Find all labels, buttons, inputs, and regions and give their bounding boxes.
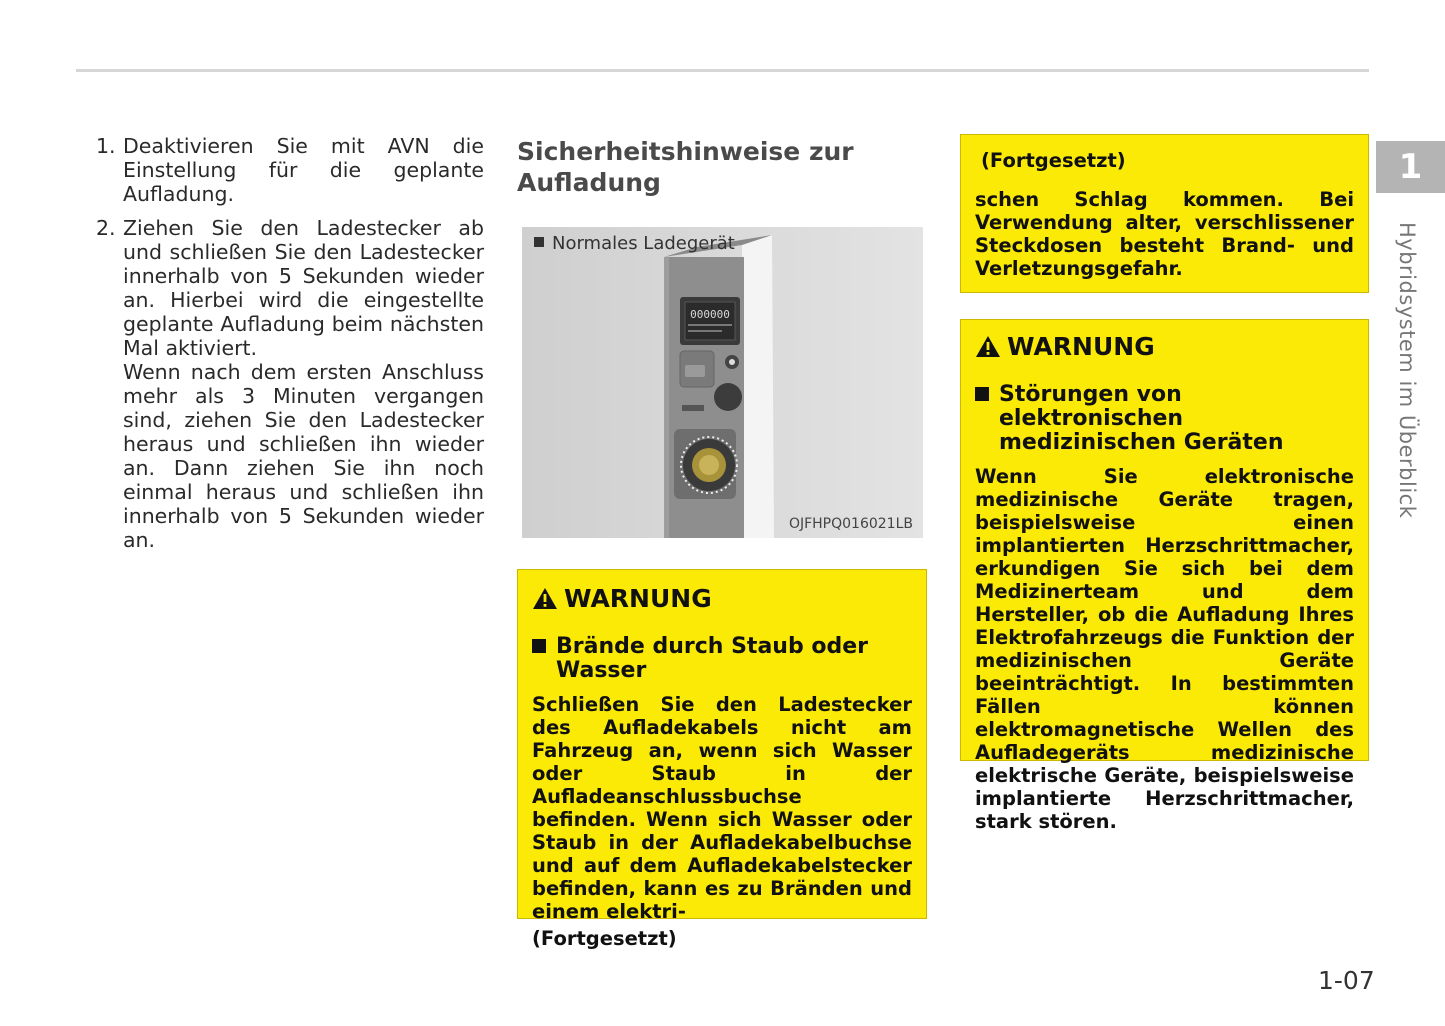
square-bullet-icon [534, 237, 544, 247]
warning-subheading-text: Störungen von elektronischen medizinischen Geräten [999, 382, 1284, 455]
warning-heading [975, 332, 1354, 361]
chapter-side-title: Hybridsystem im Überblick [1395, 222, 1419, 519]
display-readout: 000000 [690, 308, 730, 321]
continued-label: (Fortgesetzt) [981, 149, 1126, 172]
charger-figure [522, 227, 923, 538]
steps-list [96, 134, 484, 562]
figure-caption [534, 233, 735, 254]
warning-text: Schließen Sie den Ladestecker des Aufladekabels nicht am Fahrzeug an, wenn sich Wasser oder Staub in der Aufladeanschlussbuchse befinden. Wenn sich Wasser oder Staub in der Aufladekabelbuchse und auf dem Aufladekabelstecker befinden, kann es zu Bränden und einem elektri- [532, 693, 912, 923]
figure-caption-text: Normales Ladegerät [552, 233, 735, 254]
step-text: Deaktivieren Sie mit AVN die Einstellung für die geplante Aufladung. [123, 134, 484, 206]
step-text: Wenn nach dem ersten Anschluss mehr als 3 Minuten vergangen sind, ziehen Sie den Ladestecker heraus und schließen ihn wieder an. Dann ziehen Sie ihn noch einmal heraus und schließen ihn innerhalb von 5 Sekunden wieder an. [123, 360, 484, 552]
figure-code: OJFHPQ016021LB [788, 516, 913, 532]
warning-heading-text: WARNUNG [1007, 332, 1155, 361]
warning-heading [532, 584, 912, 613]
warning-box-medical [960, 319, 1369, 833]
charger-illustration [522, 227, 923, 538]
warning-triangle-icon [975, 335, 1001, 358]
warning-box-fire [517, 569, 927, 950]
warning-subheading-text: Brände durch Staub oder Wasser [556, 634, 868, 683]
chapter-number-tab: 1 [1376, 141, 1445, 193]
step-number: 2. [96, 216, 116, 240]
square-bullet-icon [532, 639, 546, 653]
section-title: Sicherheitshinweise zur Aufladung [517, 137, 854, 197]
step-text: Ziehen Sie den Ladestecker ab und schließen Sie den Ladestecker innerhalb von 5 Sekunden wieder an. Hierbei wird die eingestellte geplante Aufladung beim nächsten Mal aktiviert. [123, 216, 484, 360]
warning-heading-text: WARNUNG [564, 584, 712, 613]
continued-label: (Fortgesetzt) [532, 927, 677, 950]
page-number: 1-07 [1318, 966, 1375, 995]
warning-text: schen Schlag kommen. Bei Verwendung alter, verschlissener Steckdosen besteht Brand- und Verletzungsgefahr. [975, 188, 1354, 280]
warning-box-continued [960, 134, 1369, 293]
warning-triangle-icon [532, 587, 558, 610]
warning-subheading [532, 635, 912, 683]
warning-subheading [975, 383, 1354, 455]
square-bullet-icon [975, 387, 989, 401]
step-item [96, 134, 484, 206]
top-rule [76, 69, 1369, 72]
warning-text: Wenn Sie elektronische medizinische Geräte tragen, beispielsweise einen implantierten Herzschrittmacher, erkundigen Sie sich bei dem Medizinerteam und dem Hersteller, ob die Aufladung Ihres Elektrofahrzeugs die Funktion der medizinischen Geräte beeinträchtigt. In bestimmten Fällen können elektromagnetische Wellen des Aufladegeräts medizinische elektrische Geräte, beispielsweise implantierte Herzschrittmacher, stark stören. [975, 465, 1354, 833]
step-number: 1. [96, 134, 116, 158]
step-item [96, 216, 484, 552]
